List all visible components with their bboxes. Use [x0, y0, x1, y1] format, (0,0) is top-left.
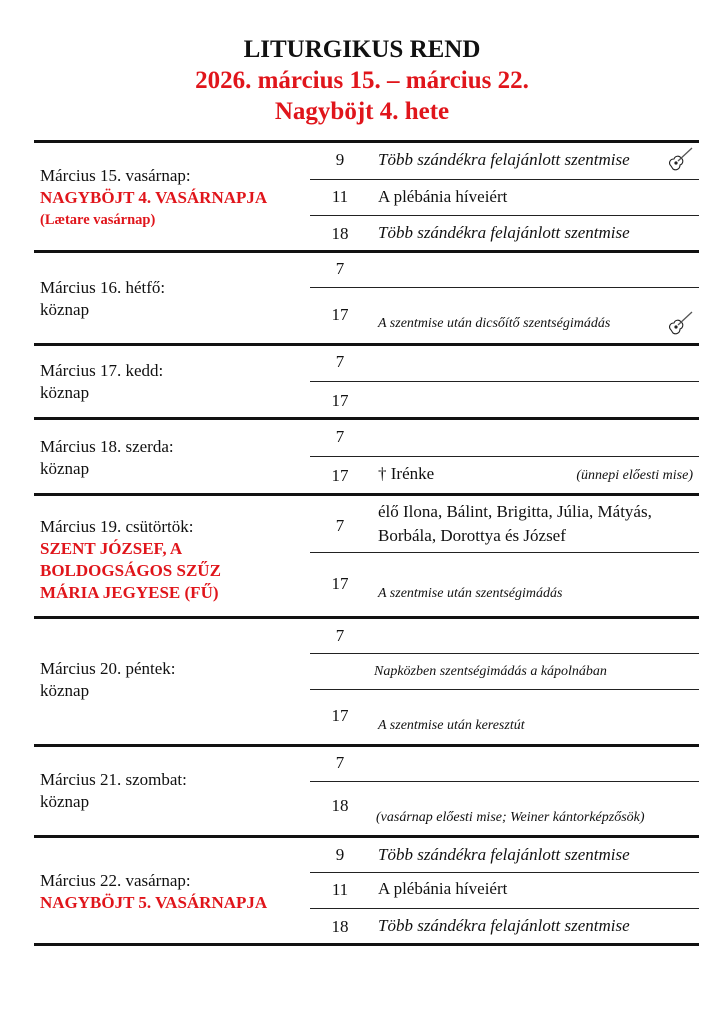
day-row-march-16	[34, 253, 699, 346]
day-feast: köznap	[40, 681, 90, 700]
mass-time: 17	[331, 466, 349, 485]
day-date: Március 20. péntek:	[40, 659, 176, 678]
mass-time: 17	[331, 391, 349, 410]
mass-slot	[310, 872, 699, 908]
mass-intention: Több szándékra felajánlott szentmise	[378, 916, 630, 935]
mass-slot	[310, 179, 699, 215]
day-row-march-20	[34, 619, 699, 747]
day-feast: köznap	[40, 300, 90, 319]
mass-time: 7	[335, 352, 345, 371]
mass-slot	[310, 253, 699, 287]
mass-time: 7	[335, 753, 345, 772]
mass-slot	[310, 496, 699, 552]
mass-intention: A plébánia híveiért	[378, 879, 508, 898]
mass-time: 17	[331, 574, 349, 593]
day-label	[40, 360, 163, 404]
mass-time: 18	[331, 224, 349, 243]
mass-slot	[310, 420, 699, 456]
mass-intention	[378, 500, 652, 548]
mass-intention: Napközben szentségimádás a kápolnában	[374, 664, 607, 679]
mass-intention: A szentmise után keresztút	[378, 718, 525, 733]
mass-slot	[310, 908, 699, 944]
date-range: 2026. március 15. – március 22.	[195, 67, 529, 94]
mass-time: 17	[331, 305, 349, 324]
day-label	[40, 870, 267, 914]
day-feast: NAGYBÖJT 4. VASÁRNAPJA	[40, 188, 268, 207]
day-feast-line: BOLDOGSÁGOS SZŰZ	[40, 561, 221, 580]
mass-slot	[310, 381, 699, 418]
day-row-march-15	[34, 143, 699, 253]
page-title: LITURGIKUS REND	[243, 36, 481, 63]
day-date: Március 22. vasárnap:	[40, 871, 191, 890]
day-note: (Lætare vasárnap)	[40, 212, 156, 228]
mass-slot	[310, 838, 699, 872]
day-feast: NAGYBÖJT 5. VASÁRNAPJA	[40, 893, 268, 912]
day-feast: köznap	[40, 792, 90, 811]
mass-intention: Több szándékra felajánlott szentmise	[378, 845, 630, 864]
mass-slot	[310, 287, 699, 344]
mass-time: 7	[335, 516, 345, 535]
day-date: Március 15. vasárnap:	[40, 166, 191, 185]
mass-time: 9	[335, 845, 345, 864]
mass-intention: A szentmise után szentségimádás	[378, 586, 563, 601]
day-date: Március 19. csütörtök:	[40, 517, 194, 536]
mass-slot	[310, 619, 699, 653]
mass-time: 18	[331, 917, 349, 936]
day-label	[40, 165, 267, 231]
mass-time: 9	[335, 150, 345, 169]
mass-time: 7	[335, 427, 345, 446]
mass-intention: † Irénke	[378, 464, 435, 483]
mass-time: 18	[331, 796, 349, 815]
guitar-icon	[665, 144, 695, 174]
mass-slot	[310, 552, 699, 617]
mass-intention: A plébánia híveiért	[378, 187, 508, 206]
day-label	[40, 658, 176, 702]
mass-slot	[310, 143, 699, 179]
day-date: Március 18. szerda:	[40, 437, 174, 456]
day-row-march-22	[34, 838, 699, 946]
mass-slot	[310, 215, 699, 251]
day-feast: köznap	[40, 383, 90, 402]
day-row-march-21	[34, 747, 699, 838]
mass-note: (ünnepi előesti mise)	[576, 468, 693, 483]
mass-intention: Több szándékra felajánlott szentmise	[378, 223, 630, 242]
mass-slot	[310, 653, 699, 690]
mass-time: 11	[331, 880, 349, 899]
mass-time: 11	[331, 187, 349, 206]
week-title: Nagyböjt 4. hete	[274, 98, 450, 125]
mass-slot	[310, 346, 699, 381]
mass-intention: A szentmise után dicsőítő szentségimádás	[378, 316, 611, 331]
day-date: Március 16. hétfő:	[40, 278, 166, 297]
day-label	[40, 516, 221, 604]
schedule-table	[34, 140, 699, 946]
day-label	[40, 769, 187, 813]
mass-slot	[310, 781, 699, 836]
day-label	[40, 277, 165, 321]
day-feast: köznap	[40, 459, 90, 478]
mass-time: 7	[335, 259, 345, 278]
day-label	[40, 436, 174, 480]
mass-intention-line: élő Ilona, Bálint, Brigitta, Júlia, Mátyás,	[378, 502, 652, 521]
day-row-march-19	[34, 496, 699, 619]
mass-intention: Több szándékra felajánlott szentmise	[378, 150, 630, 169]
day-feast-line: SZENT JÓZSEF, A	[40, 539, 183, 558]
mass-slot	[310, 689, 699, 745]
mass-slot	[310, 747, 699, 781]
mass-slot	[310, 456, 699, 494]
day-row-march-17	[34, 346, 699, 420]
guitar-icon	[665, 308, 695, 338]
mass-time: 17	[331, 706, 349, 725]
day-feast-line: MÁRIA JEGYESE (FŰ)	[40, 583, 219, 602]
day-row-march-18	[34, 420, 699, 496]
mass-intention: (vasárnap előesti mise; Weiner kántorképzősök)	[376, 810, 645, 825]
day-date: Március 21. szombat:	[40, 770, 187, 789]
mass-time: 7	[335, 626, 345, 645]
day-date: Március 17. kedd:	[40, 361, 164, 380]
mass-intention-line: Borbála, Dorottya és József	[378, 526, 566, 545]
